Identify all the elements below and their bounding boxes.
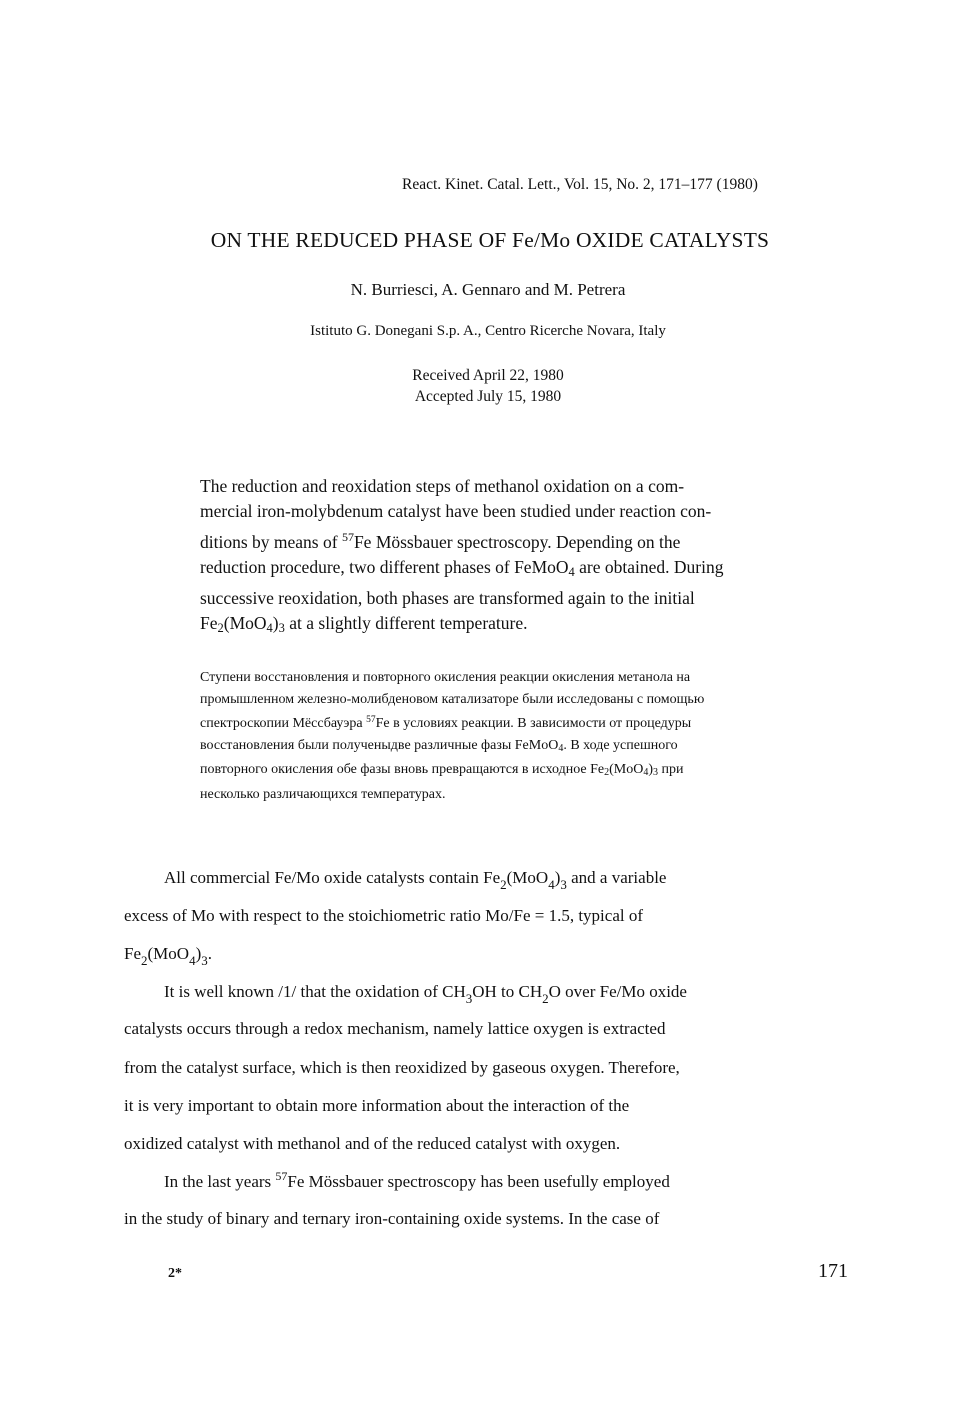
- body-line: In the last years $^{57}$Fe Mössbauer spectroscopy has been usefully employed: [164, 1169, 670, 1191]
- abstract-line: ditions by means of $^{57}$Fe Mössbauer spectroscopy. Depending on the: [200, 529, 681, 552]
- signature-mark: 2*: [168, 1266, 182, 1281]
- abstract-line: successive reoxidation, both phases are transformed again to the initial: [200, 587, 695, 608]
- body-line: in the study of binary and ternary iron-containing oxide systems. In the case of: [124, 1209, 660, 1228]
- journal-reference: React. Kinet. Catal. Lett., Vol. 15, No. 2, 171–177 (1980): [402, 176, 758, 193]
- abstract-line: The reduction and reoxidation steps of methanol oxidation on a com-: [200, 476, 685, 496]
- russian-abstract-line: промышленном железно-молибденовом катализаторе были исследованы с помощью: [200, 691, 705, 707]
- russian-abstract-line: восстановления были полученыдве различные фазы FeMoO$_4$. В ходе успешного: [200, 737, 678, 754]
- accepted-date: Accepted July 15, 1980: [414, 388, 562, 405]
- russian-abstract-line: несколько различающихся температурах.: [200, 786, 446, 802]
- body-line: It is well known /1/ that the oxidation of $CH_3OH$ to $CH_2O$ over Fe/Mo oxide: [164, 982, 687, 1006]
- abstract-russian: [200, 667, 880, 805]
- paper-title: ON THE REDUCED PHASE OF Fe/Mo OXIDE CATALYSTS: [210, 228, 770, 252]
- body-line: catalysts occurs through a redox mechanism, namely lattice oxygen is extracted: [124, 1019, 666, 1038]
- page-number: 171: [818, 1260, 848, 1282]
- abstract-line: mercial iron-molybdenum catalyst have been studied under reaction con-: [200, 501, 712, 522]
- body-line: oxidized catalyst with methanol and of the reduced catalyst with oxygen.: [124, 1134, 621, 1153]
- abstract-line: reduction procedure, two different phases of FeMoO$_4$ are obtained. During: [200, 557, 724, 580]
- received-date: Received April 22, 1980: [412, 367, 564, 384]
- russian-abstract-line: повторного окисления обе фазы вновь превращаются в исходное $Fe_2(MoO_4)_3$ при: [200, 762, 684, 778]
- body-line: from the catalyst surface, which is then reoxidized by gaseous oxygen. Therefore,: [124, 1058, 680, 1077]
- authors: N. Burriesci, A. Gennaro and M. Petrera: [350, 280, 626, 299]
- body-line: $Fe_2(MoO_4)_3$.: [124, 944, 212, 968]
- russian-abstract-line: спектроскопии Мёссбауэра $^{57}$Fe в условиях реакции. В зависимости от процедуры: [200, 715, 692, 731]
- affiliation: Istituto G. Donegani S.p. A., Centro Ricerche Novara, Italy: [310, 323, 666, 339]
- abstract-line: $Fe_2(MoO_4)_3$ at a slightly different temperature.: [200, 613, 528, 636]
- body-line: excess of Mo with respect to the stoichiometric ratio Mo/Fe = 1.5, typical of: [124, 906, 643, 925]
- body-line: it is very important to obtain more information about the interaction of the: [124, 1096, 630, 1115]
- russian-abstract-line: Ступени восстановления и повторного окисления реакции окисления метанола на: [200, 670, 691, 685]
- submission-dates: [0, 365, 976, 407]
- abstract-english: [200, 474, 860, 641]
- body-line: All commercial Fe/Mo oxide catalysts contain $Fe_2(MoO_4)_3$ and a variable: [164, 868, 667, 892]
